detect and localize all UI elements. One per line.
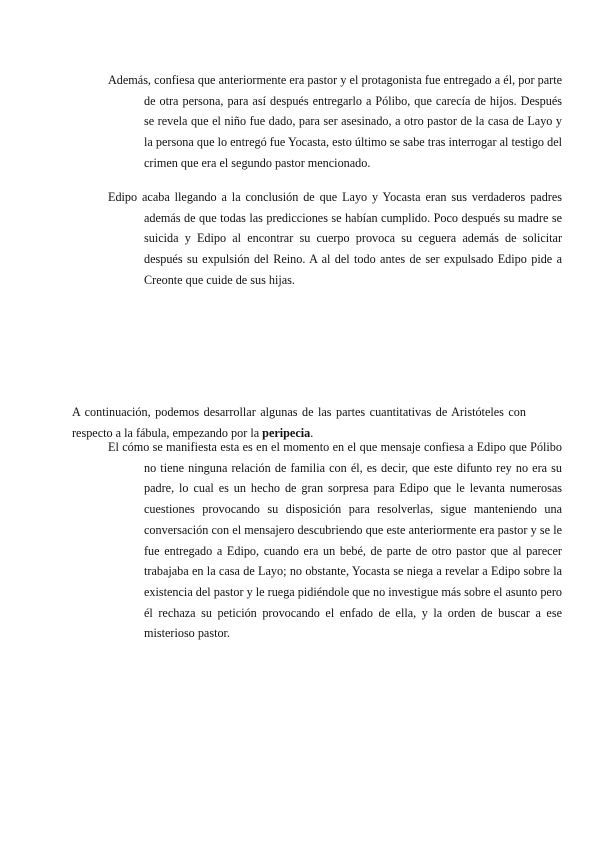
intro-text: A continuación, podemos desarrollar algunas de las partes cuantitativas de Aristóteles con respecto a la fábula, empezando por la [72, 405, 526, 440]
paragraph-conclusion: Edipo acaba llegando a la conclusión de que Layo y Yocasta eran sus verdaderos padres además de que todas las predicciones se habían cumplido. Poco después su madre se suicida y Edipo al encontrar su cuerpo provoca su ceguera además de solicitar después su expulsión del Reino. A al del todo antes de ser expulsado Edipo pide a Creonte que cuide de sus hijas. [108, 190, 562, 287]
intro-period: . [310, 425, 314, 440]
peripecia-term: peripecia [262, 425, 311, 440]
paragraph-peripecia-explanation: El cómo se manifiesta esta es en el momento en el que mensaje confiesa a Edipo que Pólibo no tiene ninguna relación de familia con él, es decir, que este difunto rey no era su padre, lo cual es un hecho de gran sorpresa para Edipo que le levanta numerosas cuestiones provocando su disposición para resolverlas, sigue manteniendo una conversación con el mensajero descubriendo que este anteriormente era pastor y se le fue entregado a Edipo, cuando era un bebé, de parte de otro pastor que al parecer trabajaba en la casa de Layo; no obstante, Yocasta se niega a revelar a Edipo sobre la existencia del pastor y le ruega pidiéndole que no investigue más sobre el asunto pero él rechaza su petición provocando el enfado de ella, y la orden de buscar a ese misterioso pastor. [108, 440, 562, 641]
paragraph-confession: Además, confiesa que anteriormente era pastor y el protagonista fue entregado a él, por parte de otra persona, para así después entregarlo a Pólibo, que carecía de hijos. Después se revela que el niño fue dado, para ser asesinado, a otro pastor de la casa de Layo y la persona que lo entregó fue Yocasta, esto último se sabe tras interrogar al testigo del crimen que era el segundo pastor mencionado. [108, 73, 562, 170]
